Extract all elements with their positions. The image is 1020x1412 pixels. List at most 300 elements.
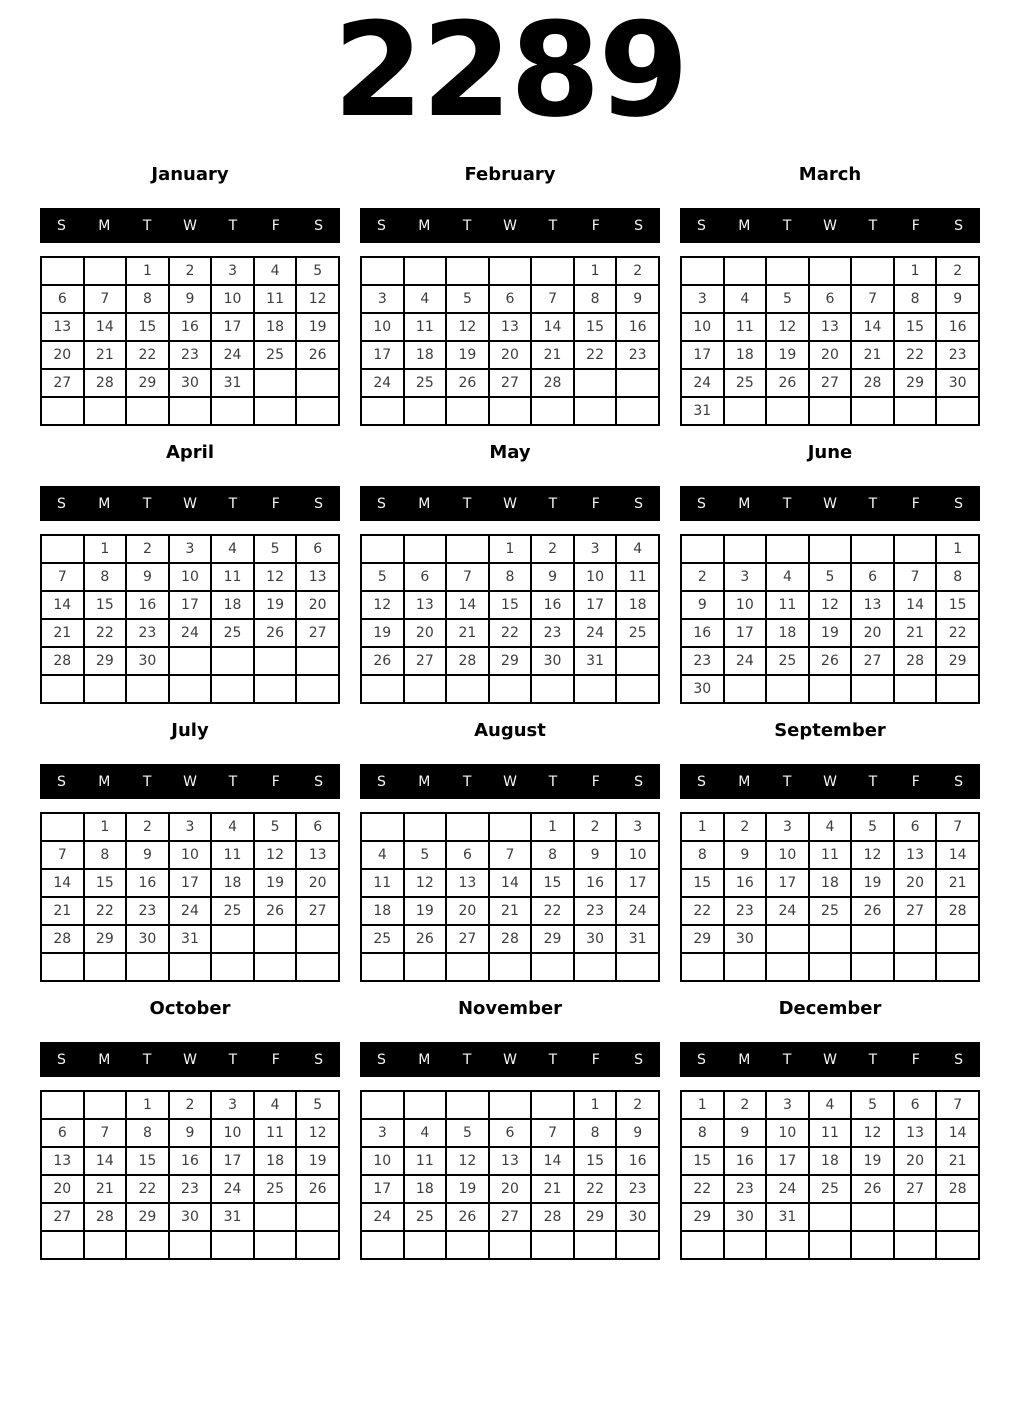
day-cell: 29 xyxy=(126,1203,169,1231)
day-cell: 14 xyxy=(531,1147,574,1175)
day-cell: 23 xyxy=(616,341,659,369)
empty-day-cell xyxy=(531,257,574,285)
empty-day-cell xyxy=(809,397,852,425)
weekday-label: M xyxy=(98,1051,111,1068)
month-title: June xyxy=(807,442,853,463)
day-cell: 1 xyxy=(894,257,937,285)
day-cell: 18 xyxy=(724,341,767,369)
day-cell: 29 xyxy=(681,1203,724,1231)
week-row xyxy=(41,675,339,703)
week-row xyxy=(681,897,979,925)
week-row xyxy=(41,925,339,953)
day-cell: 20 xyxy=(894,869,937,897)
weekday-label: W xyxy=(183,773,197,790)
empty-day-cell xyxy=(489,675,532,703)
day-cell: 5 xyxy=(296,257,339,285)
day-cell: 4 xyxy=(404,285,447,313)
day-cell: 18 xyxy=(616,591,659,619)
day-cell: 11 xyxy=(809,841,852,869)
day-cell: 3 xyxy=(766,813,809,841)
weekday-label: F xyxy=(911,495,920,512)
day-cell: 14 xyxy=(531,313,574,341)
day-cell: 27 xyxy=(404,647,447,675)
day-cell: 28 xyxy=(531,1203,574,1231)
month-date-grid xyxy=(360,812,660,982)
empty-day-cell xyxy=(446,675,489,703)
day-cell: 27 xyxy=(446,925,489,953)
weekday-header-row xyxy=(40,764,340,799)
empty-day-cell xyxy=(724,535,767,563)
day-cell: 31 xyxy=(169,925,212,953)
day-cell: 6 xyxy=(296,535,339,563)
weekday-label: T xyxy=(228,495,238,512)
week-row xyxy=(361,897,659,925)
day-cell: 9 xyxy=(169,1119,212,1147)
day-cell: 14 xyxy=(446,591,489,619)
day-cell: 21 xyxy=(531,1175,574,1203)
day-cell: 25 xyxy=(404,369,447,397)
empty-day-cell xyxy=(41,813,84,841)
week-row xyxy=(681,1231,979,1259)
week-row xyxy=(361,675,659,703)
weekday-header-row xyxy=(360,208,660,243)
week-row xyxy=(681,675,979,703)
empty-day-cell xyxy=(169,953,212,981)
empty-day-cell xyxy=(851,1231,894,1259)
day-cell: 10 xyxy=(724,591,767,619)
day-cell: 5 xyxy=(404,841,447,869)
week-row xyxy=(361,285,659,313)
empty-day-cell xyxy=(446,397,489,425)
day-cell: 16 xyxy=(169,313,212,341)
empty-day-cell xyxy=(361,675,404,703)
day-cell: 11 xyxy=(254,1119,297,1147)
day-cell: 27 xyxy=(894,1175,937,1203)
day-cell: 31 xyxy=(681,397,724,425)
week-row xyxy=(41,397,339,425)
empty-day-cell xyxy=(724,257,767,285)
weekday-label: T xyxy=(462,217,472,234)
empty-day-cell xyxy=(489,397,532,425)
month-may xyxy=(360,438,660,704)
week-row xyxy=(681,257,979,285)
day-cell: 28 xyxy=(84,1203,127,1231)
week-row xyxy=(681,341,979,369)
day-cell: 27 xyxy=(296,897,339,925)
empty-day-cell xyxy=(766,257,809,285)
week-row xyxy=(41,841,339,869)
empty-day-cell xyxy=(766,675,809,703)
day-cell: 23 xyxy=(681,647,724,675)
empty-day-cell xyxy=(681,953,724,981)
day-cell: 28 xyxy=(446,647,489,675)
day-cell: 5 xyxy=(446,1119,489,1147)
empty-day-cell xyxy=(169,1231,212,1259)
day-cell: 9 xyxy=(616,1119,659,1147)
empty-day-cell xyxy=(211,675,254,703)
day-cell: 4 xyxy=(809,813,852,841)
day-cell: 22 xyxy=(84,619,127,647)
empty-day-cell xyxy=(41,1231,84,1259)
month-august xyxy=(360,716,660,982)
month-title: January xyxy=(151,164,229,185)
day-cell: 22 xyxy=(126,341,169,369)
day-cell: 5 xyxy=(766,285,809,313)
empty-day-cell xyxy=(894,925,937,953)
day-cell: 7 xyxy=(84,285,127,313)
day-cell: 26 xyxy=(446,369,489,397)
day-cell: 11 xyxy=(724,313,767,341)
empty-day-cell xyxy=(84,1231,127,1259)
weekday-label: M xyxy=(98,773,111,790)
day-cell: 7 xyxy=(446,563,489,591)
day-cell: 22 xyxy=(489,619,532,647)
week-row xyxy=(361,591,659,619)
day-cell: 5 xyxy=(851,1091,894,1119)
empty-day-cell xyxy=(809,1231,852,1259)
month-date-grid xyxy=(680,256,980,426)
empty-day-cell xyxy=(254,675,297,703)
day-cell: 25 xyxy=(809,1175,852,1203)
empty-day-cell xyxy=(894,1203,937,1231)
empty-day-cell xyxy=(169,647,212,675)
day-cell: 24 xyxy=(361,369,404,397)
day-cell: 30 xyxy=(574,925,617,953)
empty-day-cell xyxy=(489,1231,532,1259)
empty-day-cell xyxy=(489,257,532,285)
empty-day-cell xyxy=(361,813,404,841)
day-cell: 3 xyxy=(361,1119,404,1147)
empty-day-cell xyxy=(489,1091,532,1119)
day-cell: 16 xyxy=(126,591,169,619)
day-cell: 22 xyxy=(894,341,937,369)
empty-day-cell xyxy=(894,397,937,425)
day-cell: 2 xyxy=(681,563,724,591)
weekday-label: T xyxy=(782,1051,792,1068)
week-row xyxy=(361,563,659,591)
day-cell: 10 xyxy=(169,841,212,869)
empty-day-cell xyxy=(724,1231,767,1259)
month-date-grid xyxy=(360,1090,660,1260)
empty-day-cell xyxy=(894,675,937,703)
weekday-label: M xyxy=(738,495,751,512)
week-row xyxy=(41,897,339,925)
day-cell: 26 xyxy=(851,897,894,925)
day-cell: 24 xyxy=(766,1175,809,1203)
empty-day-cell xyxy=(254,925,297,953)
empty-day-cell xyxy=(404,1091,447,1119)
day-cell: 1 xyxy=(574,257,617,285)
empty-day-cell xyxy=(574,953,617,981)
empty-day-cell xyxy=(724,675,767,703)
day-cell: 11 xyxy=(616,563,659,591)
week-row xyxy=(681,619,979,647)
empty-day-cell xyxy=(361,1231,404,1259)
empty-day-cell xyxy=(361,257,404,285)
day-cell: 1 xyxy=(936,535,979,563)
month-date-grid xyxy=(40,256,340,426)
month-april xyxy=(40,438,340,704)
day-cell: 20 xyxy=(894,1147,937,1175)
empty-day-cell xyxy=(211,925,254,953)
day-cell: 15 xyxy=(936,591,979,619)
empty-day-cell xyxy=(296,1203,339,1231)
day-cell: 17 xyxy=(724,619,767,647)
weekday-header-row xyxy=(40,1042,340,1077)
day-cell: 7 xyxy=(41,841,84,869)
week-row xyxy=(681,925,979,953)
day-cell: 16 xyxy=(574,869,617,897)
weekday-label: S xyxy=(696,773,706,790)
empty-day-cell xyxy=(211,397,254,425)
day-cell: 10 xyxy=(211,1119,254,1147)
day-cell: 27 xyxy=(809,369,852,397)
month-date-grid-body xyxy=(41,1091,339,1259)
empty-day-cell xyxy=(574,369,617,397)
day-cell: 17 xyxy=(616,869,659,897)
weekday-label: T xyxy=(142,495,152,512)
day-cell: 22 xyxy=(681,897,724,925)
day-cell: 9 xyxy=(616,285,659,313)
empty-day-cell xyxy=(809,953,852,981)
day-cell: 16 xyxy=(724,1147,767,1175)
day-cell: 20 xyxy=(809,341,852,369)
empty-day-cell xyxy=(894,1231,937,1259)
day-cell: 14 xyxy=(936,1119,979,1147)
day-cell: 18 xyxy=(211,591,254,619)
day-cell: 24 xyxy=(616,897,659,925)
month-september xyxy=(680,716,980,982)
day-cell: 17 xyxy=(574,591,617,619)
day-cell: 19 xyxy=(361,619,404,647)
weekday-label: F xyxy=(271,217,280,234)
day-cell: 30 xyxy=(724,1203,767,1231)
weekday-label: T xyxy=(548,495,558,512)
day-cell: 4 xyxy=(361,841,404,869)
day-cell: 7 xyxy=(894,563,937,591)
empty-day-cell xyxy=(574,675,617,703)
day-cell: 8 xyxy=(681,841,724,869)
empty-day-cell xyxy=(489,953,532,981)
day-cell: 10 xyxy=(361,313,404,341)
empty-day-cell xyxy=(446,1091,489,1119)
day-cell: 21 xyxy=(936,869,979,897)
day-cell: 9 xyxy=(724,1119,767,1147)
day-cell: 13 xyxy=(41,1147,84,1175)
day-cell: 7 xyxy=(84,1119,127,1147)
weekday-label: S xyxy=(376,773,386,790)
day-cell: 13 xyxy=(851,591,894,619)
weekday-label: S xyxy=(634,1051,644,1068)
day-cell: 8 xyxy=(126,285,169,313)
day-cell: 23 xyxy=(531,619,574,647)
day-cell: 11 xyxy=(404,313,447,341)
week-row xyxy=(41,647,339,675)
day-cell: 12 xyxy=(361,591,404,619)
day-cell: 2 xyxy=(531,535,574,563)
month-title: April xyxy=(165,442,215,463)
weekday-label: T xyxy=(228,217,238,234)
empty-day-cell xyxy=(296,647,339,675)
day-cell: 25 xyxy=(766,647,809,675)
day-cell: 15 xyxy=(489,591,532,619)
weekday-label: M xyxy=(98,495,111,512)
day-cell: 12 xyxy=(851,1119,894,1147)
weekday-header-row xyxy=(680,486,980,521)
day-cell: 27 xyxy=(296,619,339,647)
empty-day-cell xyxy=(404,675,447,703)
day-cell: 24 xyxy=(574,619,617,647)
day-cell: 13 xyxy=(489,313,532,341)
weekday-label: M xyxy=(738,217,751,234)
day-cell: 12 xyxy=(446,313,489,341)
week-row xyxy=(361,1231,659,1259)
day-cell: 3 xyxy=(681,285,724,313)
weekday-label: W xyxy=(823,495,837,512)
day-cell: 26 xyxy=(296,1175,339,1203)
day-cell: 21 xyxy=(84,341,127,369)
day-cell: 10 xyxy=(361,1147,404,1175)
day-cell: 9 xyxy=(724,841,767,869)
day-cell: 5 xyxy=(809,563,852,591)
day-cell: 25 xyxy=(616,619,659,647)
day-cell: 10 xyxy=(681,313,724,341)
day-cell: 22 xyxy=(681,1175,724,1203)
week-row xyxy=(41,563,339,591)
empty-day-cell xyxy=(616,369,659,397)
day-cell: 8 xyxy=(531,841,574,869)
month-december xyxy=(680,994,980,1260)
day-cell: 2 xyxy=(126,813,169,841)
month-date-grid-body xyxy=(681,257,979,425)
year-title: 2289 xyxy=(333,0,687,146)
day-cell: 8 xyxy=(936,563,979,591)
day-cell: 30 xyxy=(169,1203,212,1231)
month-date-grid xyxy=(680,1090,980,1260)
day-cell: 10 xyxy=(766,1119,809,1147)
day-cell: 26 xyxy=(809,647,852,675)
empty-day-cell xyxy=(84,1091,127,1119)
week-row xyxy=(41,953,339,981)
weekday-label: T xyxy=(142,773,152,790)
day-cell: 24 xyxy=(724,647,767,675)
day-cell: 13 xyxy=(296,563,339,591)
week-row xyxy=(681,369,979,397)
day-cell: 3 xyxy=(169,535,212,563)
day-cell: 8 xyxy=(84,841,127,869)
day-cell: 5 xyxy=(296,1091,339,1119)
day-cell: 24 xyxy=(361,1203,404,1231)
day-cell: 4 xyxy=(211,813,254,841)
day-cell: 28 xyxy=(489,925,532,953)
day-cell: 26 xyxy=(851,1175,894,1203)
empty-day-cell xyxy=(531,1091,574,1119)
week-row xyxy=(361,619,659,647)
week-row xyxy=(681,1147,979,1175)
empty-day-cell xyxy=(84,953,127,981)
day-cell: 14 xyxy=(936,841,979,869)
empty-day-cell xyxy=(84,257,127,285)
day-cell: 13 xyxy=(296,841,339,869)
empty-day-cell xyxy=(936,953,979,981)
month-date-grid-body xyxy=(361,813,659,981)
week-row xyxy=(361,925,659,953)
empty-day-cell xyxy=(126,1231,169,1259)
month-date-grid-body xyxy=(681,813,979,981)
weekday-label: F xyxy=(911,1051,920,1068)
week-row xyxy=(681,841,979,869)
day-cell: 18 xyxy=(809,869,852,897)
month-date-grid-body xyxy=(41,535,339,703)
empty-day-cell xyxy=(766,535,809,563)
day-cell: 19 xyxy=(809,619,852,647)
month-july xyxy=(40,716,340,982)
week-row xyxy=(41,257,339,285)
day-cell: 14 xyxy=(84,1147,127,1175)
day-cell: 16 xyxy=(169,1147,212,1175)
day-cell: 1 xyxy=(84,535,127,563)
empty-day-cell xyxy=(126,397,169,425)
month-date-grid xyxy=(680,812,980,982)
day-cell: 18 xyxy=(404,341,447,369)
day-cell: 1 xyxy=(681,813,724,841)
day-cell: 22 xyxy=(84,897,127,925)
month-title: November xyxy=(457,998,563,1019)
day-cell: 21 xyxy=(41,897,84,925)
week-row xyxy=(681,1203,979,1231)
empty-day-cell xyxy=(766,953,809,981)
day-cell: 31 xyxy=(574,647,617,675)
day-cell: 17 xyxy=(169,869,212,897)
day-cell: 15 xyxy=(574,313,617,341)
month-date-grid-body xyxy=(41,257,339,425)
week-row xyxy=(681,313,979,341)
empty-day-cell xyxy=(84,675,127,703)
day-cell: 29 xyxy=(936,647,979,675)
day-cell: 21 xyxy=(894,619,937,647)
day-cell: 10 xyxy=(169,563,212,591)
day-cell: 12 xyxy=(446,1147,489,1175)
day-cell: 8 xyxy=(489,563,532,591)
empty-day-cell xyxy=(169,675,212,703)
day-cell: 17 xyxy=(211,313,254,341)
day-cell: 1 xyxy=(531,813,574,841)
day-cell: 14 xyxy=(894,591,937,619)
day-cell: 20 xyxy=(446,897,489,925)
day-cell: 29 xyxy=(894,369,937,397)
day-cell: 19 xyxy=(446,341,489,369)
empty-day-cell xyxy=(126,953,169,981)
weekday-label: S xyxy=(314,773,324,790)
day-cell: 14 xyxy=(41,591,84,619)
day-cell: 13 xyxy=(446,869,489,897)
day-cell: 21 xyxy=(41,619,84,647)
empty-day-cell xyxy=(254,953,297,981)
day-cell: 17 xyxy=(169,591,212,619)
day-cell: 16 xyxy=(616,313,659,341)
day-cell: 16 xyxy=(681,619,724,647)
day-cell: 31 xyxy=(616,925,659,953)
day-cell: 2 xyxy=(616,1091,659,1119)
empty-day-cell xyxy=(41,675,84,703)
week-row xyxy=(41,619,339,647)
month-date-grid-body xyxy=(681,1091,979,1259)
day-cell: 17 xyxy=(211,1147,254,1175)
day-cell: 25 xyxy=(809,897,852,925)
day-cell: 26 xyxy=(296,341,339,369)
month-title: July xyxy=(171,720,209,741)
day-cell: 18 xyxy=(809,1147,852,1175)
